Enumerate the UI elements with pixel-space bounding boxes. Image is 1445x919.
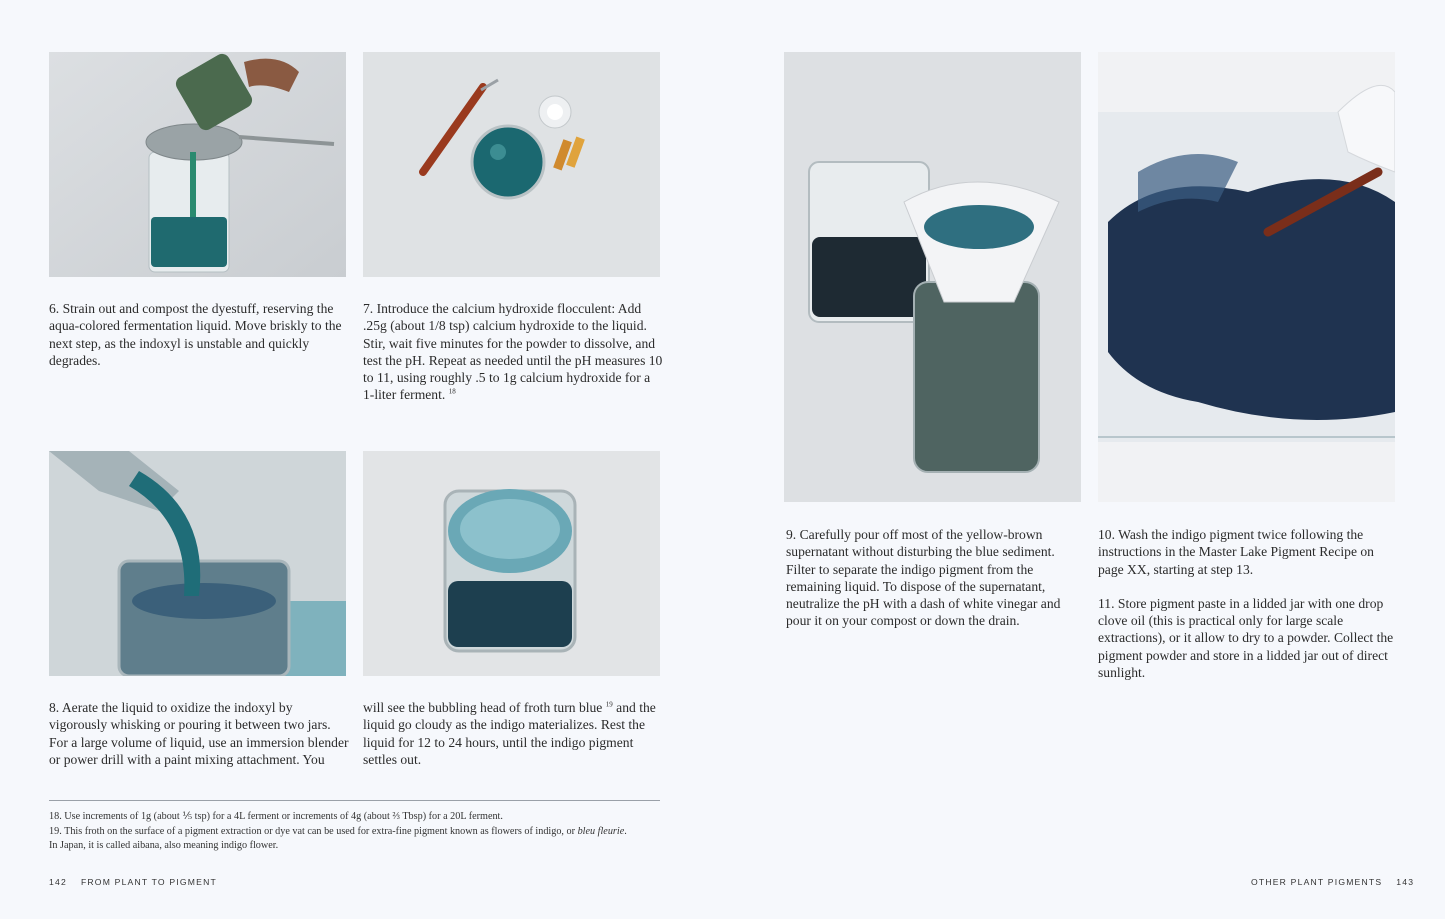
caption-step-9 bbox=[786, 526, 1076, 647]
photo-froth-jar bbox=[363, 451, 660, 676]
caption-step-8b bbox=[363, 699, 663, 785]
caption-step-8a bbox=[49, 699, 349, 785]
step-11-text: 11. Store pigment paste in a lidded jar with one drop clove oil (this is practical only for large scale extractions), or it allow to dry to a powder. Collect the pigment powder and store in a lidded jar out of direct sunlight. bbox=[1098, 595, 1394, 681]
caption-step-7 bbox=[363, 300, 663, 421]
step-7-text: 7. Introduce the calcium hydroxide flocculent: Add .25g (about 1/8 tsp) calcium hydroxide to the liquid. Stir, wait five minutes for the powder to dissolve, and test the pH. Repeat as needed until the pH measures 10 to 11, using roughly .5 to 1g calcium hydroxide for a 1-liter ferment. bbox=[363, 301, 663, 403]
photo-calcium-hydroxide bbox=[363, 52, 660, 277]
step-9-text: 9. Carefully pour off most of the yellow-brown supernatant without disturbing the blue sediment. Filter to separate the indigo pigment from the remaining liquid. To dispose of the supernatant, neutralize the pH with a dash of white vinegar and pour it on your compost or down the drain. bbox=[786, 527, 1061, 629]
photo-aerating-liquid bbox=[49, 451, 346, 676]
photo-straining-dyestuff bbox=[49, 52, 346, 277]
running-head-left: FROM PLANT TO PIGMENT bbox=[80, 877, 217, 887]
footnote-18: 18. Use increments of 1g (about ⅕ tsp) for a 4L ferment or increments of 4g (about ⅔ Tbsp) for a 20L ferment. bbox=[49, 811, 503, 822]
page-number-left: 142 bbox=[49, 877, 67, 887]
footnote-divider bbox=[49, 800, 660, 801]
footnotes bbox=[49, 810, 669, 854]
footnote-19-cont: In Japan, it is called aibana, also meaning indigo flower. bbox=[49, 840, 279, 852]
photo-filtering-pigment bbox=[784, 52, 1081, 502]
step-8-text-part2a: will see the bubbling head of froth turn blue bbox=[363, 700, 603, 715]
step-8-text-part2b: and the liquid go cloudy as the indigo materializes. Rest the liquid for 12 to 24 hours, until the indigo pigment settles out. bbox=[363, 700, 656, 767]
running-head-right: OTHER PLANT PIGMENTS bbox=[1251, 877, 1383, 887]
step-8-text-part1: 8. Aerate the liquid to oxidize the indoxyl by vigorously whisking or pouring it between two jars. For a large volume of liquid, use an immersion blender or power drill with a paint mixing attachment. You bbox=[49, 700, 349, 767]
footnote-ref-18[interactable]: 18 bbox=[448, 387, 456, 396]
footnote-19: 19. This froth on the surface of a pigment extraction or dye vat can be used for extra-fine pigment known as flowers of indigo, or bleu fleurie. bbox=[49, 825, 627, 837]
folio-right bbox=[1251, 877, 1414, 887]
step-6-text: 6. Strain out and compost the dyestuff, reserving the aqua-colored fermentation liquid. Move briskly to the next step, as the indoxyl is unstable and quickly degrades. bbox=[49, 301, 342, 368]
step-10-text: 10. Wash the indigo pigment twice following the instructions in the Master Lake Pigment Recipe on page XX, starting at step 13. bbox=[1098, 527, 1374, 577]
caption-step-6 bbox=[49, 300, 349, 386]
footnote-ref-19[interactable]: 19 bbox=[605, 700, 613, 709]
footnote-19-italic: bleu fleurie bbox=[577, 825, 625, 837]
photo-indigo-paste bbox=[1098, 52, 1395, 502]
page-number-right: 143 bbox=[1396, 877, 1415, 887]
caption-steps-10-11 bbox=[1098, 526, 1398, 698]
folio-left bbox=[49, 877, 217, 887]
